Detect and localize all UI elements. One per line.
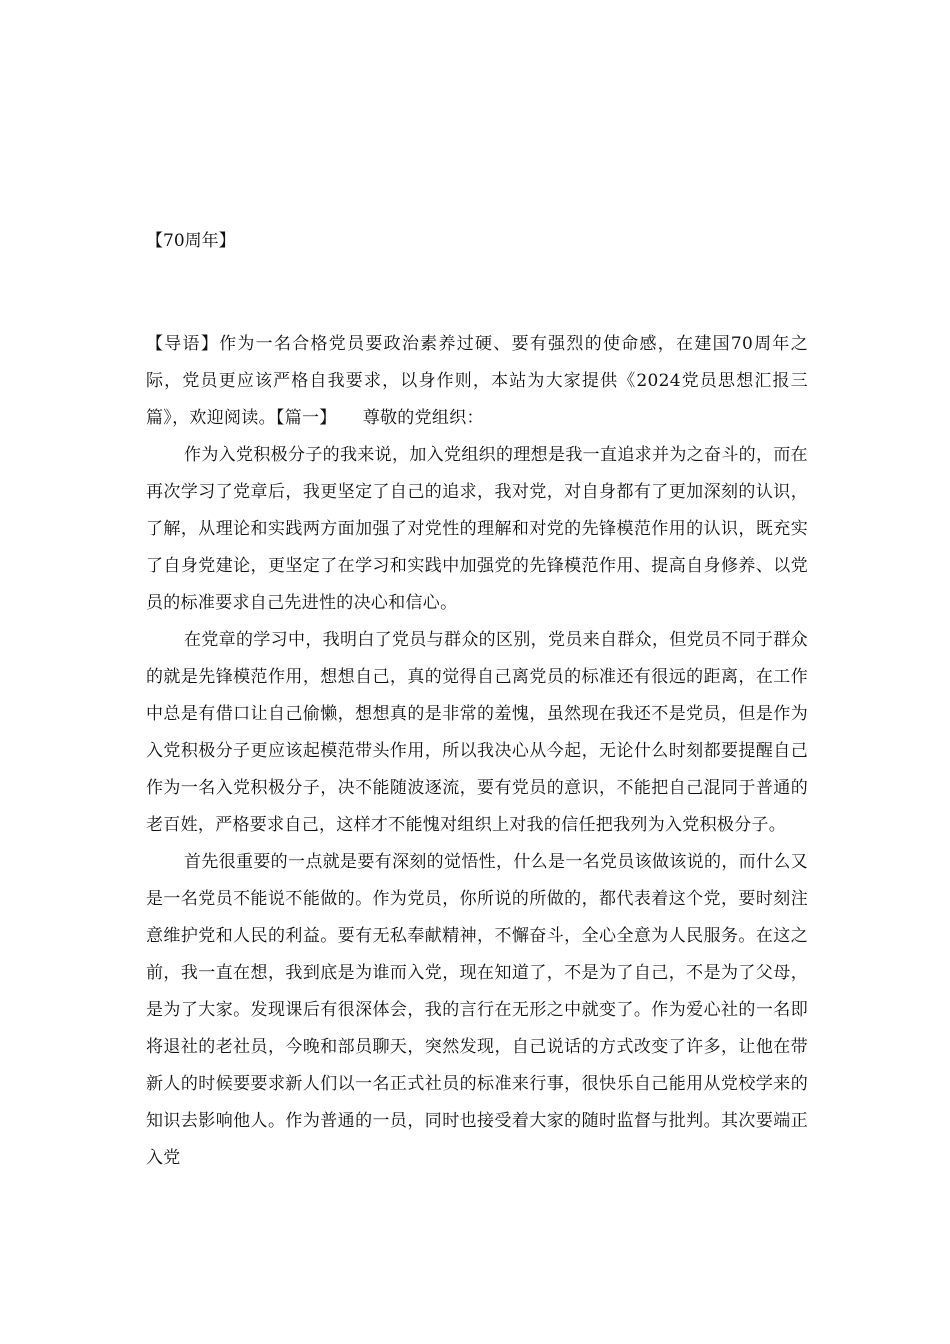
body-paragraph-1: 作为入党积极分子的我来说，加入党组织的理想是我一直追求并为之奋斗的，而在再次学习了党章后，我更坚定了自己的追求，我对党，对自身都有了更加深刻的认识，了解，从理论和实践两方面加强了对党性的理解和对党的先锋模范作用的认识，既充实了自身党建论，更坚定了在学习和实践中加强党的先锋模范作用、提高自身修养、以党员的标准要求自己先进性的决心和信心。 <box>146 445 808 613</box>
document-body <box>146 326 808 1177</box>
body-paragraph-2: 在党章的学习中，我明白了党员与群众的区别，党员来自群众，但党员不同于群众的就是先锋模范作用，想想自己，真的觉得自己离党员的标准还有很远的距离，在工作中总是有借口让自己偷懒，想想真的是非常的羞愧，虽然现在我还不是党员，但是作为入党积极分子更应该起模范带头作用，所以我决心从今起，无论什么时刻都要提醒自己作为一名入党积极分子，决不能随波逐流，要有党员的意识，不能把自己混同于普通的老百姓，严格要求自己，这样才不能愧对组织上对我的信任把我列为入党积极分子。 <box>146 630 808 835</box>
document-heading: 【70周年】 <box>146 231 236 251</box>
body-paragraph-3: 首先很重要的一点就是要有深刻的觉悟性，什么是一名党员该做该说的，而什么又是一名党员不能说不能做的。作为党员，你所说的所做的，都代表着这个党，要时刻注意维护党和人民的利益。要有无私奉献精神，不懈奋斗，全心全意为人民服务。在这之前，我一直在想，我到底是为谁而入党，现在知道了，不是为了自己，不是为了父母，是为了大家。发现课后有很深体会，我的言行在无形之中就变了。作为爱心社的一名即将退社的老社员，今晚和部员聊天，突然发现，自己说话的方式改变了许多，让他在带新人的时候要要求新人们以一名正式社员的标准来行事，很快乐自己能用从党校学来的知识去影响他人。作为普通的一员，同时也接受着大家的随时监督与批判。其次要端正入党 <box>146 852 808 1168</box>
intro-paragraph: 【导语】作为一名合格党员要政治素养过硬、要有强烈的使命感，在建国70周年之际，党员更应该严格自我要求，以身作则，本站为大家提供《2024党员思想汇报三篇》，欢迎阅读。【篇一】 尊敬的党组织： <box>146 334 808 428</box>
